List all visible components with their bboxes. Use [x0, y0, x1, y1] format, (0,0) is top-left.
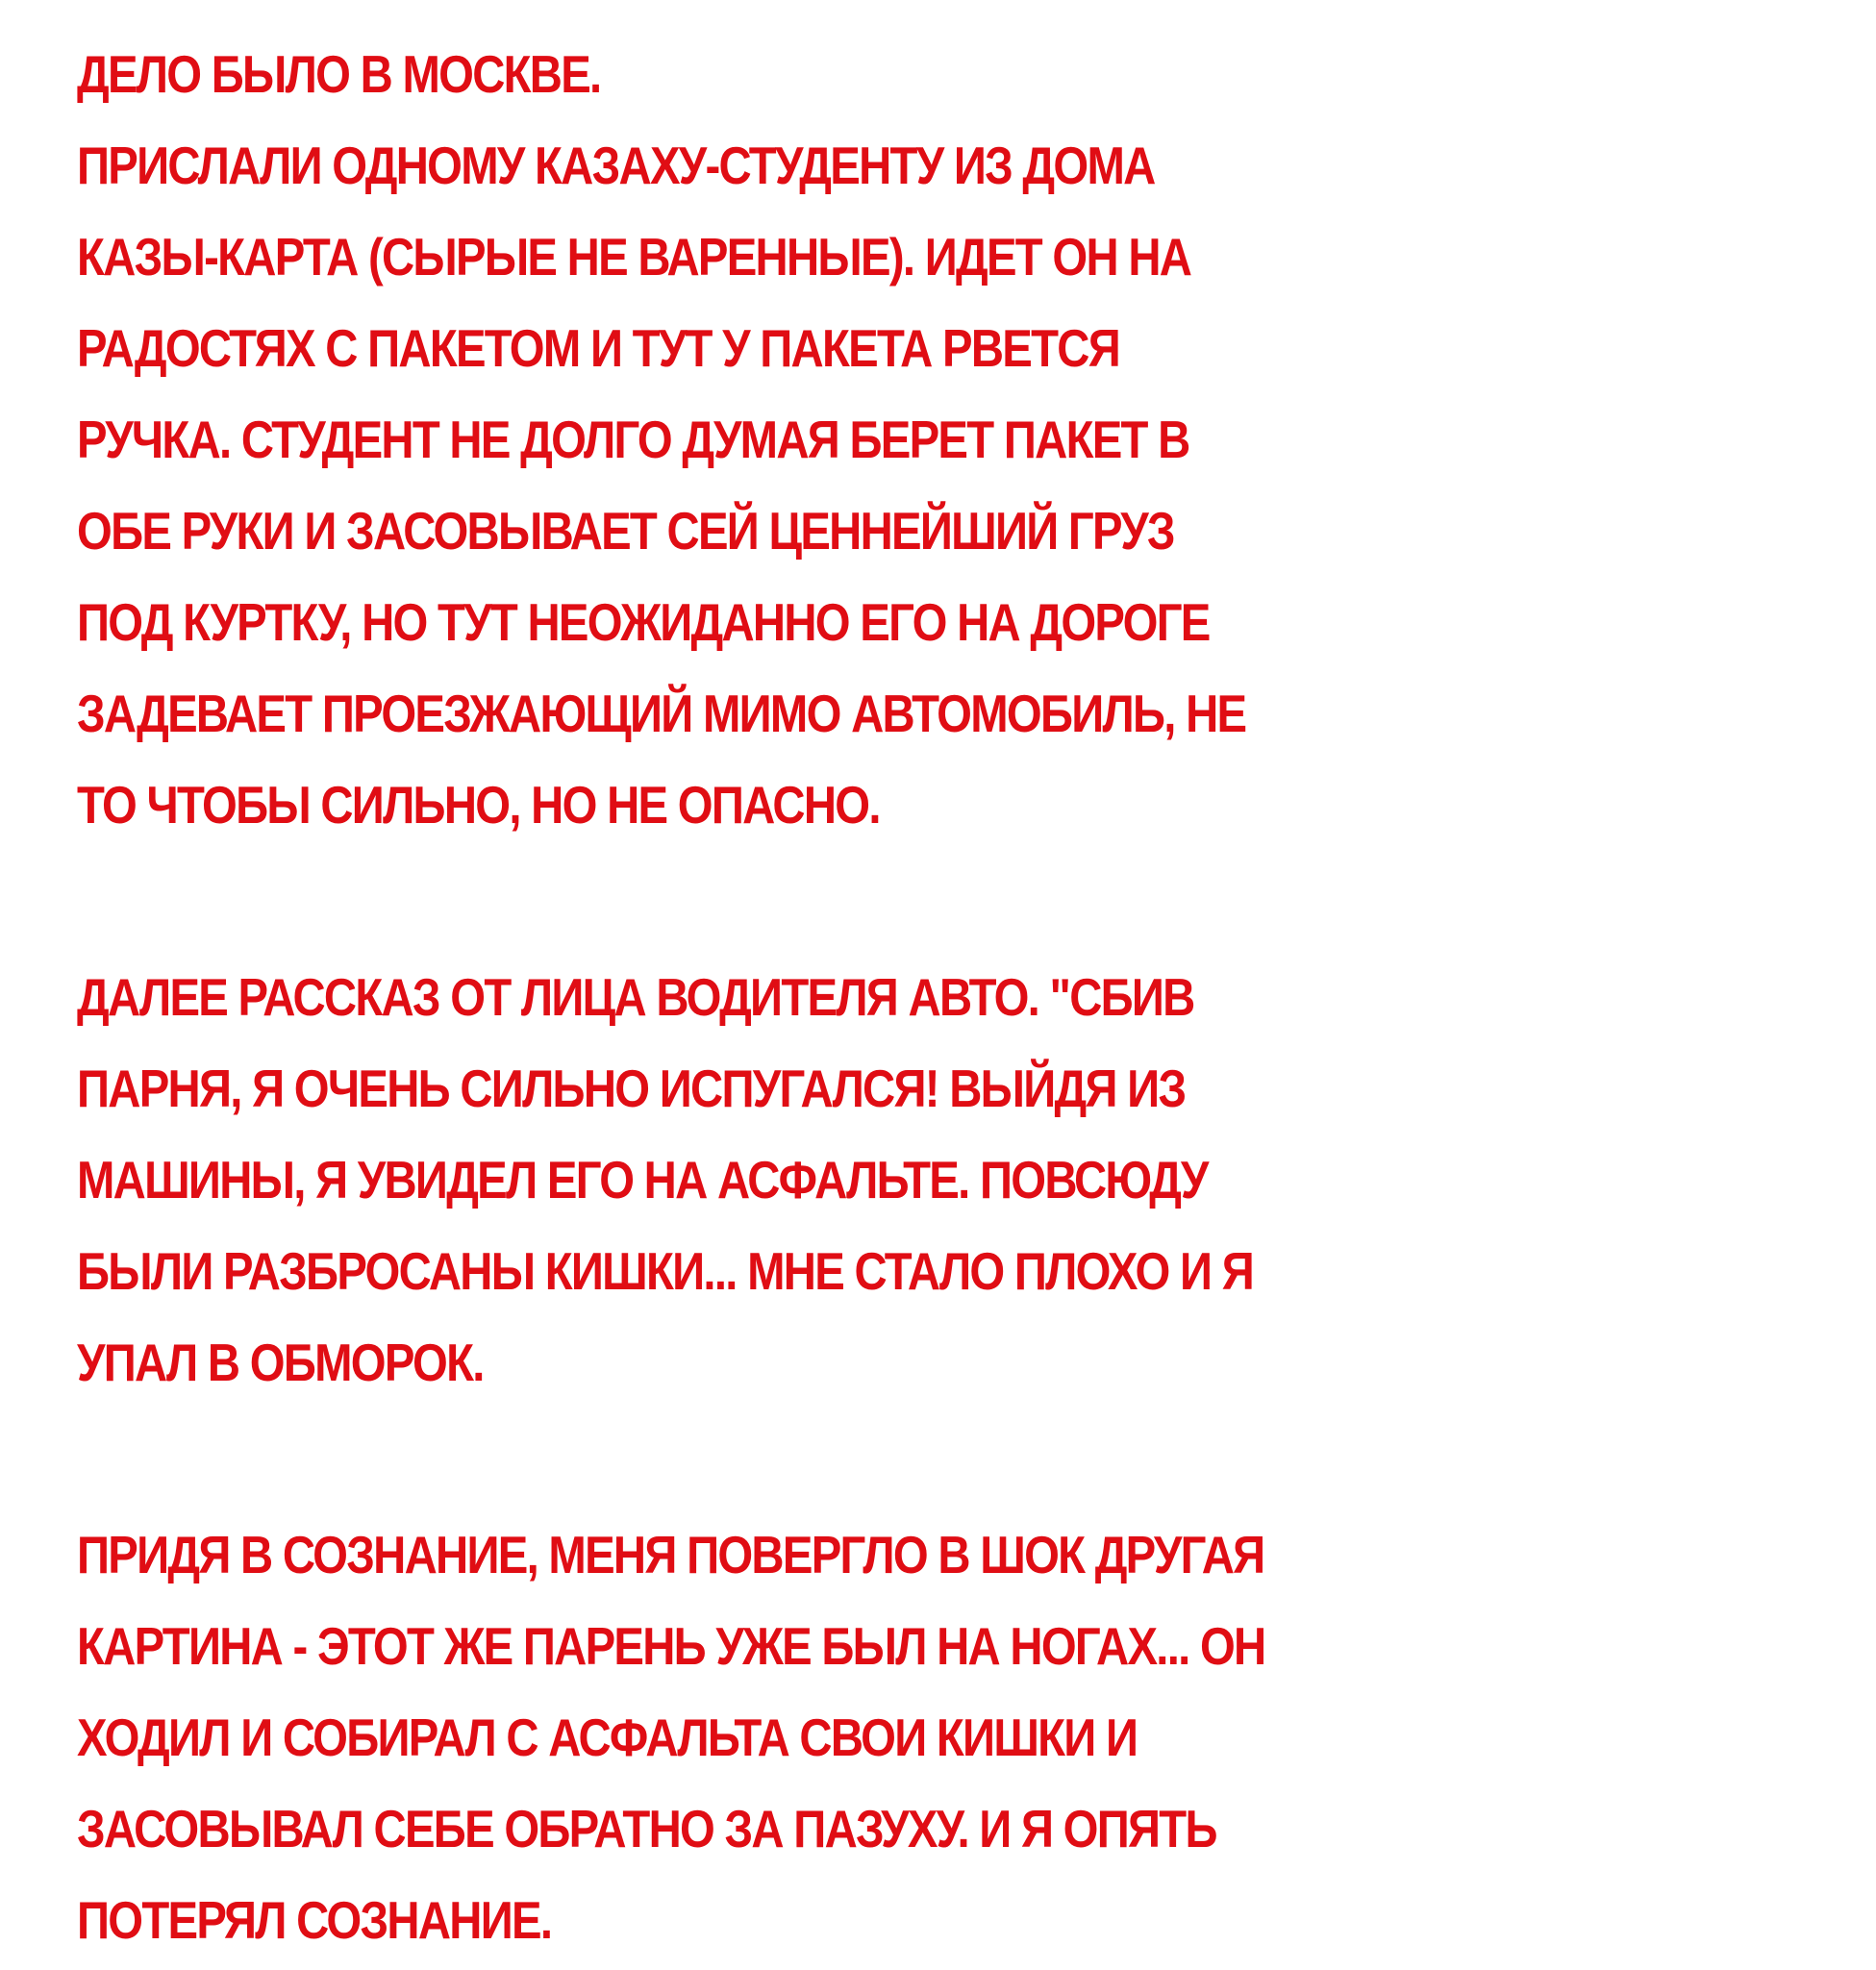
text-line: УПАЛ В ОБМОРОК. — [77, 1333, 484, 1392]
text-line: ДЕЛО БЫЛО В МОСКВЕ. — [77, 44, 601, 104]
text-line: ЗАДЕВАЕТ ПРОЕЗЖАЮЩИЙ МИМО АВТОМОБИЛЬ, НЕ — [77, 684, 1246, 743]
text-line: ПРИСЛАЛИ ОДНОМУ КАЗАХУ-СТУДЕНТУ ИЗ ДОМА — [77, 136, 1155, 195]
text-line: ТО ЧТОБЫ СИЛЬНО, НО НЕ ОПАСНО. — [77, 775, 880, 835]
text-line: ДАЛЕЕ РАССКАЗ ОТ ЛИЦА ВОДИТЕЛЯ АВТО. "СБИВ — [77, 967, 1194, 1027]
text-line: МАШИНЫ, Я УВИДЕЛ ЕГО НА АСФАЛЬТЕ. ПОВСЮДУ — [77, 1150, 1208, 1209]
text-line: РАДОСТЯХ С ПАКЕТОМ И ТУТ У ПАКЕТА РВЕТСЯ — [77, 318, 1120, 378]
text-line: ПОТЕРЯЛ СОЗНАНИЕ. — [77, 1890, 552, 1950]
paragraph-gap — [77, 1409, 1598, 1509]
text-line: КАРТИНА - ЭТОТ ЖЕ ПАРЕНЬ УЖЕ БЫЛ НА НОГАХ... ОН — [77, 1616, 1265, 1676]
text-line: БЫЛИ РАЗБРОСАНЫ КИШКИ... МНЕ СТАЛО ПЛОХО И Я — [77, 1241, 1254, 1301]
paragraph-intro — [77, 29, 1598, 851]
text-line: ПАРНЯ, Я ОЧЕНЬ СИЛЬНО ИСПУГАЛСЯ! ВЫЙДЯ ИЗ — [77, 1059, 1186, 1118]
text-line: ПРИДЯ В СОЗНАНИЕ, МЕНЯ ПОВЕРГЛО В ШОК ДРУГАЯ — [77, 1525, 1264, 1584]
paragraph-ending — [77, 1509, 1598, 1966]
text-line: ЗАСОВЫВАЛ СЕБЕ ОБРАТНО ЗА ПАЗУХУ. И Я ОПЯТЬ — [77, 1799, 1216, 1858]
text-line: ПОД КУРТКУ, НО ТУТ НЕОЖИДАННО ЕГО НА ДОРОГЕ — [77, 592, 1210, 652]
text-line: РУЧКА. СТУДЕНТ НЕ ДОЛГО ДУМАЯ БЕРЕТ ПАКЕТ В — [77, 410, 1189, 469]
text-line: ХОДИЛ И СОБИРАЛ С АСФАЛЬТА СВОИ КИШКИ И — [77, 1708, 1138, 1767]
paragraph-driver-story — [77, 952, 1598, 1409]
paragraph-gap — [77, 851, 1598, 952]
story-text — [77, 29, 1598, 1966]
text-line: КАЗЫ-КАРТА (СЫРЫЕ НЕ ВАРЕННЫЕ). ИДЕТ ОН НА — [77, 227, 1191, 287]
text-line: ОБЕ РУКИ И ЗАСОВЫВАЕТ СЕЙ ЦЕННЕЙШИЙ ГРУЗ — [77, 501, 1174, 561]
